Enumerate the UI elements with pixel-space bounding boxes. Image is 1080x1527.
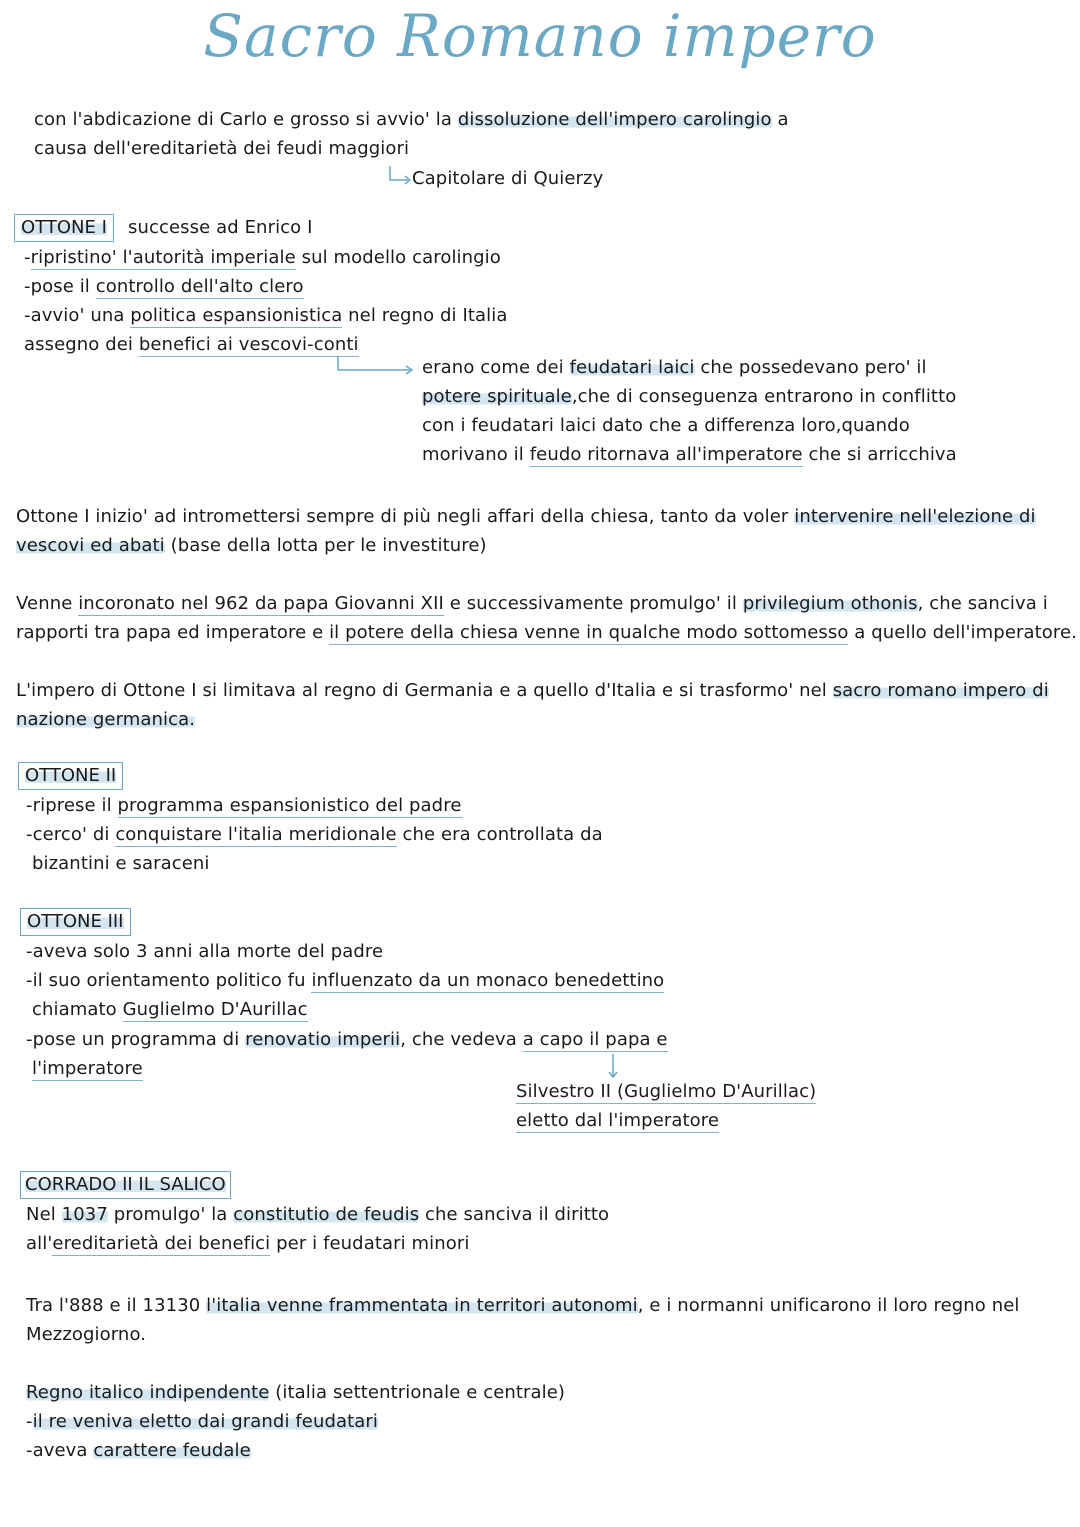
highlight: potere spirituale: [422, 386, 572, 407]
paragraph-3-line-1: [16, 678, 1049, 704]
text-span: , che vedeva: [400, 1029, 523, 1050]
text-span: -riprese il: [26, 795, 118, 816]
down-arrow-icon: [606, 1054, 620, 1080]
highlight: constitutio de feudis: [233, 1204, 420, 1225]
text-span: promulgo' la: [107, 1204, 234, 1225]
underline: conquistare l'italia meridionale: [115, 824, 397, 845]
highlight: 1037: [61, 1204, 108, 1225]
highlight: feudatari laici: [569, 357, 695, 378]
underline: eletto dal l'imperatore: [516, 1110, 720, 1131]
text-span: ,che di conseguenza entrarono in conflitto: [571, 386, 957, 407]
underline: ereditarietà dei benefici: [52, 1233, 271, 1254]
underline: ripristino' l'autorità imperiale: [30, 247, 296, 268]
regno-line-3: [26, 1438, 251, 1464]
highlight: renovatio imperii: [245, 1029, 401, 1050]
paragraph-1-line-1: [16, 504, 1036, 530]
ottone-2-bullet-1: [26, 793, 462, 819]
paragraph-2-line-1: [16, 591, 1048, 617]
underline: controllo dell'alto clero: [95, 276, 304, 297]
heading-text: CORRADO II IL SALICO: [25, 1174, 226, 1195]
highlight: privilegium othonis: [742, 593, 918, 614]
underline: vescovi-conti: [238, 334, 359, 355]
text-span: a: [771, 109, 789, 130]
ottone-1-bullet-1: [24, 245, 501, 271]
ottone-2-heading: [18, 762, 123, 790]
underline: benefici: [138, 334, 211, 355]
ottone-1-note-1: [422, 355, 927, 381]
text-span: Nel: [26, 1204, 62, 1225]
corrado-heading: [20, 1171, 231, 1199]
underline: l'imperatore: [32, 1058, 143, 1079]
ottone-3-note-1: [516, 1079, 816, 1105]
text-span: -avvio' una: [24, 305, 131, 326]
text-span: rapporti tra papa ed imperatore e: [16, 622, 330, 643]
text-span: L'impero di Ottone I si limitava al regno di Germania e a quello d'Italia e si trasformo' nel: [16, 680, 833, 701]
text-span: (base della lotta per le investiture): [164, 535, 487, 556]
underline: feudo ritornava all'imperatore: [529, 444, 803, 465]
text-span: -: [24, 247, 31, 268]
underline: incoronato nel 962 da papa Giovanni XII: [78, 593, 444, 614]
text-span: chiamato: [32, 999, 123, 1020]
underline: Guglielmo D'Aurillac: [122, 999, 308, 1020]
underline: ai: [210, 334, 239, 355]
heading-text: OTTONE II: [25, 765, 117, 786]
paragraph-4-line-1: [26, 1293, 1020, 1319]
text-span: -pose un programma di: [26, 1029, 246, 1050]
text-span: e successivamente promulgo' il: [443, 593, 743, 614]
ottone-3-heading: [20, 908, 131, 936]
text-span: -pose il: [24, 276, 96, 297]
text-span: Tra l'888 e il 13130: [26, 1295, 207, 1316]
highlight: intervenire nell'elezione di: [794, 506, 1036, 527]
highlight: l'italia venne frammentata in territori autonomi: [206, 1295, 638, 1316]
text-span: , e i normanni unificarono il loro regno nel: [637, 1295, 1020, 1316]
ottone-3-note-2: [516, 1108, 719, 1134]
paragraph-1-line-2: [16, 533, 487, 559]
text-span: sul modello carolingio: [295, 247, 501, 268]
underline: il potere della chiesa venne in qualche modo sottomesso: [329, 622, 849, 643]
heading-text: OTTONE I: [21, 217, 107, 238]
ottone-3-bullet-1: -aveva solo 3 anni alla morte del padre: [26, 941, 384, 962]
highlight: sacro romano impero di: [832, 680, 1049, 701]
regno-line-1: [26, 1380, 565, 1406]
ottone-2-bullet-2: [26, 822, 603, 848]
ottone-1-note-3: con i feudatari laici dato che a differenza loro,quando: [422, 415, 910, 436]
text-span: con l'abdicazione di Carlo e grosso si avvio' la: [34, 109, 458, 130]
text-span: -: [26, 1411, 33, 1432]
text-span: a quello dell'imperatore.: [848, 622, 1077, 643]
ottone-1-bullet-4: [24, 332, 359, 358]
text-span: per i feudatari minori: [270, 1233, 470, 1254]
ottone-1-bullet-3: [24, 303, 507, 329]
ottone-1-heading: [14, 214, 114, 242]
text-span: che sanciva il diritto: [419, 1204, 610, 1225]
text-span: che si arricchiva: [802, 444, 957, 465]
ottone-1-subtitle: successe ad Enrico I: [128, 217, 313, 238]
text-span: -cerco' di: [26, 824, 116, 845]
text-span: , che sanciva i: [917, 593, 1048, 614]
text-span: erano come dei: [422, 357, 570, 378]
highlight: dissoluzione dell'impero carolingio: [457, 109, 772, 130]
text-span: all': [26, 1233, 53, 1254]
underline: Silvestro II (Guglielmo D'Aurillac): [516, 1081, 817, 1102]
text-span: (italia settentrionale e centrale): [269, 1382, 566, 1403]
ottone-2-bullet-3: bizantini e saraceni: [32, 853, 210, 874]
elbow-arrow-icon: [336, 356, 416, 378]
underline: programma espansionistico del padre: [117, 795, 462, 816]
paragraph-2-line-2: [16, 620, 1077, 646]
text-span: Venne: [16, 593, 79, 614]
ottone-1-bullet-2: [24, 274, 304, 300]
text-span: che possedevano pero' il: [694, 357, 927, 378]
paragraph-4-line-2: Mezzogiorno.: [26, 1324, 147, 1345]
corrado-line-2: [26, 1231, 470, 1257]
highlight: il re veniva eletto dai grandi feudatari: [32, 1411, 379, 1432]
text-span: -aveva: [26, 1440, 94, 1461]
highlight: vescovi ed abati: [16, 535, 165, 556]
highlight: nazione germanica.: [16, 709, 196, 730]
corrado-line-1: [26, 1202, 609, 1228]
text-span: assegno dei: [24, 334, 139, 355]
text-span: nel regno di Italia: [342, 305, 508, 326]
text-span: Ottone I inizio' ad intromettersi sempre di più negli affari della chiesa, tanto da voler: [16, 506, 795, 527]
intro-line-1: [34, 107, 789, 133]
underline: politica espansionistica: [130, 305, 343, 326]
underline: influenzato da un monaco benedettino: [311, 970, 665, 991]
intro-note: Capitolare di Quierzy: [412, 168, 604, 189]
intro-line-2: causa dell'ereditarietà dei feudi maggiori: [34, 138, 410, 159]
text-span: morivano il: [422, 444, 530, 465]
page-title: Sacro Romano impero: [203, 2, 877, 70]
ottone-1-note-4: [422, 442, 957, 468]
elbow-arrow-icon: [388, 166, 414, 188]
ottone-3-bullet-4: [26, 1027, 668, 1053]
ottone-3-bullet-2: [26, 968, 664, 994]
ottone-3-bullet-5: [32, 1056, 143, 1082]
text-span: che era controllata da: [396, 824, 603, 845]
highlight: carattere feudale: [93, 1440, 251, 1461]
heading-text: OTTONE III: [27, 911, 124, 932]
ottone-3-bullet-3: [32, 997, 308, 1023]
underline: a capo il papa e: [522, 1029, 668, 1050]
ottone-1-note-2: [422, 384, 956, 410]
text-span: -il suo orientamento politico fu: [26, 970, 312, 991]
regno-line-2: [26, 1409, 378, 1435]
highlight: Regno italico indipendente: [26, 1382, 270, 1403]
paragraph-3-line-2: [16, 707, 195, 733]
